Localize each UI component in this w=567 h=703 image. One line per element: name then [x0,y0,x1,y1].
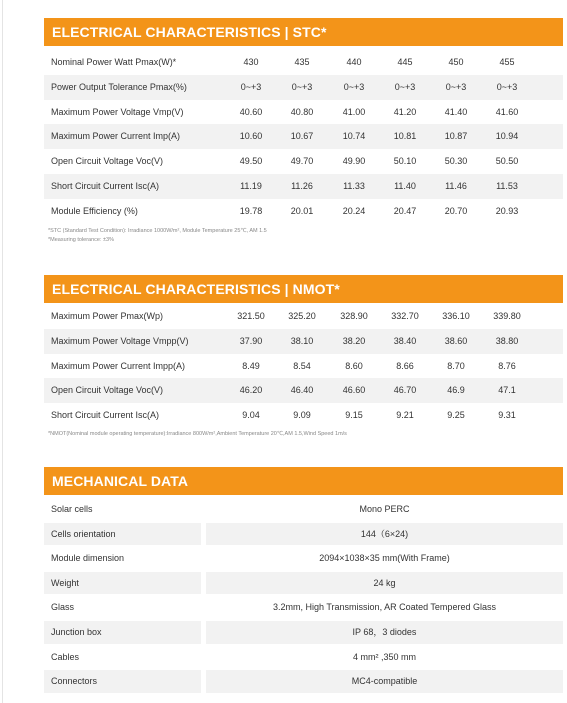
table-cell: 50.30 [444,156,468,167]
row-label: Short Circuit Current Isc(A) [51,410,160,421]
table-cell: 9.31 [498,410,516,421]
row-label: Power Output Tolerance Pmax(%) [51,81,187,92]
table-cell: 20.70 [444,205,468,216]
table-cell: 50.10 [393,156,417,167]
table-cell: 325.20 [288,311,316,321]
table-cell: 435 [294,57,310,67]
table-cell: 41.40 [444,106,468,117]
nmot-table [44,304,563,428]
row-value: IP 68，3 diodes [206,621,563,644]
stc-table [44,50,563,224]
table-cell: 321.50 [237,311,265,321]
row-label: Nominal Power Watt Pmax(W)* [51,57,177,67]
table-cell: 37.90 [239,335,263,346]
table-cell: 41.60 [495,106,519,117]
table-cell: 455 [499,57,515,67]
table-cell: 9.21 [396,410,414,421]
table-cell: 8.54 [293,360,311,371]
table-cell: 41.00 [342,106,366,117]
table-cell: 46.60 [342,385,366,396]
row-label: Maximum Power Current Imp(A) [51,131,181,142]
table-row [44,497,563,522]
table-cell: 8.70 [447,360,465,371]
row-label: Maximum Power Current Impp(A) [51,360,186,371]
table-row [44,546,563,571]
table-cell: 445 [397,57,413,67]
table-row [44,669,563,694]
table-row [44,645,563,670]
table-cell: 49.70 [290,156,314,167]
table-row [44,50,563,75]
table-cell: 11.33 [343,180,365,191]
table-cell: 20.24 [342,205,366,216]
table-cell: 20.01 [290,205,314,216]
table-cell: 38.20 [342,335,366,346]
row-value: 3.2mm, High Transmission, AR Coated Tempered Glass [273,602,496,613]
table-cell: 9.25 [447,410,465,421]
row-value: 144（6×24) [206,523,563,546]
stc-footnote: *STC (Standard Test Condition): Irradiance 1000W/m², Module Temperature 25℃, AM 1.5 [48,227,267,234]
row-label: Solar cells [51,504,93,514]
table-cell: 49.50 [239,156,263,167]
table-cell: 8.76 [498,360,516,371]
row-label: Module Efficiency (%) [51,205,138,216]
table-cell: 50.50 [495,156,519,167]
row-label: Glass [51,602,75,613]
table-cell: 10.74 [342,131,366,142]
table-cell: 0~+3 [445,81,467,92]
table-cell: 339.80 [493,311,521,321]
table-cell: 46.40 [290,385,314,396]
row-value: 24 kg [206,572,563,595]
stc-section-header: ELECTRICAL CHARACTERISTICS | STC* [44,18,563,46]
table-cell: 0~+3 [496,81,518,92]
table-cell: 9.09 [293,410,311,421]
table-row [44,174,563,199]
mechanical-table [44,497,563,694]
table-row [44,403,563,428]
table-cell: 9.04 [242,410,260,421]
table-cell: 9.15 [345,410,363,421]
table-cell: 41.20 [393,106,417,117]
table-cell: 38.10 [290,335,314,346]
table-row [44,75,563,100]
table-cell: 38.60 [444,335,468,346]
table-cell: 10.67 [290,131,314,142]
page-edge-line [2,0,3,703]
row-label: Connectors [44,670,201,693]
table-cell: 8.60 [345,360,363,371]
table-cell: 11.19 [240,180,262,191]
table-cell: 40.80 [290,106,314,117]
row-value: 4 mm² ,350 mm [352,651,416,662]
table-cell: 328.90 [340,311,368,321]
table-cell: 332.70 [391,311,419,321]
table-cell: 8.66 [396,360,414,371]
table-cell: 0~+3 [240,81,262,92]
table-cell: 49.90 [342,156,366,167]
table-row [44,571,563,596]
table-row [44,199,563,224]
row-label: Weight [44,572,201,595]
table-cell: 19.78 [239,205,263,216]
table-cell: 10.94 [495,131,519,142]
mechanical-section-header: MECHANICAL DATA [44,467,563,495]
row-label: Open Circuit Voltage Voc(V) [51,385,164,396]
row-label: Open Circuit Voltage Voc(V) [51,156,164,167]
table-cell: 430 [243,57,259,67]
row-label: Maximum Power Pmax(Wp) [51,311,164,321]
nmot-section-header: ELECTRICAL CHARACTERISTICS | NMOT* [44,275,563,303]
table-cell: 40.60 [239,106,263,117]
table-cell: 0~+3 [343,81,365,92]
row-value: Mono PERC [359,504,410,514]
table-cell: 11.40 [394,180,416,191]
table-row [44,522,563,547]
table-cell: 46.20 [239,385,263,396]
nmot-section [44,275,563,439]
table-cell: 0~+3 [394,81,416,92]
table-cell: 10.87 [444,131,468,142]
table-cell: 10.81 [393,131,417,142]
table-row [44,329,563,354]
row-label: Maximum Power Voltage Vmp(V) [51,106,184,117]
table-cell: 20.47 [393,205,417,216]
stc-section [44,18,563,245]
table-row [44,378,563,403]
table-row [44,354,563,379]
row-label: Cells orientation [44,523,201,546]
table-cell: 10.60 [239,131,263,142]
table-cell: 0~+3 [291,81,313,92]
table-cell: 11.26 [291,180,313,191]
row-value: 2094×1038×35 mm(With Frame) [319,553,450,564]
row-label: Junction box [44,621,201,644]
table-cell: 440 [346,57,362,67]
table-cell: 20.93 [495,205,519,216]
table-row [44,620,563,645]
table-row [44,124,563,149]
mechanical-section [44,467,563,694]
stc-tolerance-note: *Measuring tolerance: ±3% [48,236,114,243]
table-cell: 8.49 [242,360,260,371]
row-label: Cables [51,651,80,662]
table-row [44,100,563,125]
table-cell: 46.70 [393,385,417,396]
table-cell: 38.40 [393,335,417,346]
table-cell: 47.1 [498,385,516,396]
row-label: Module dimension [51,553,125,564]
table-row [44,149,563,174]
table-cell: 336.10 [442,311,470,321]
row-label: Short Circuit Current Isc(A) [51,180,160,191]
table-cell: 46.9 [447,385,465,396]
row-value: MC4-compatible [206,670,563,693]
nmot-footnote: *NMOT(Nominal module operating temperature):Irradiance 800W/m²,Ambient Temperature 20℃,AM 1.5,Wind Speed 1m/s [48,430,347,437]
table-cell: 38.80 [495,335,519,346]
table-cell: 11.53 [496,180,518,191]
table-cell: 11.46 [445,180,467,191]
table-row [44,304,563,329]
table-cell: 450 [448,57,464,67]
row-label: Maximum Power Voltage Vmpp(V) [51,335,189,346]
table-row [44,595,563,620]
